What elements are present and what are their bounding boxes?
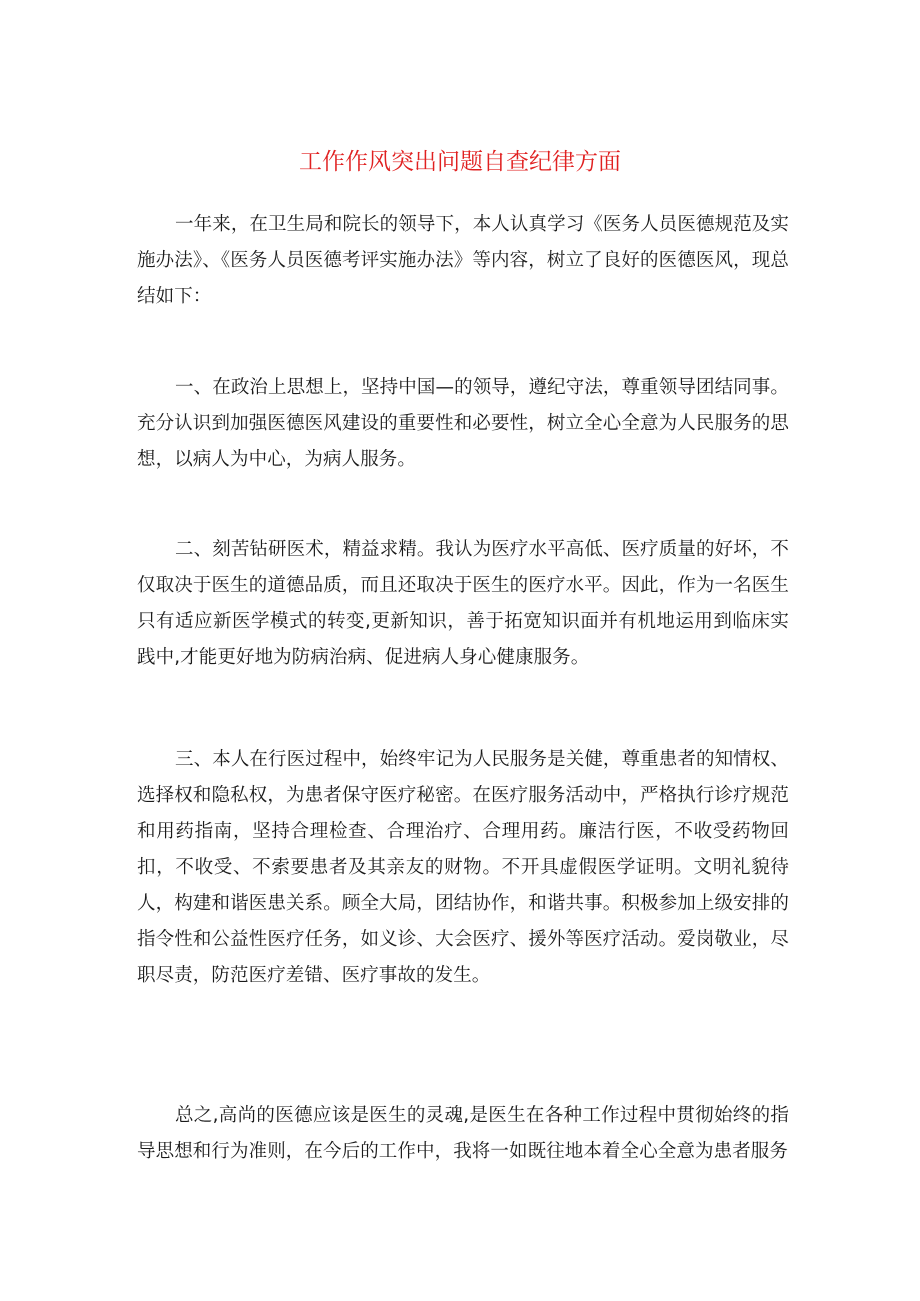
paragraph-politics: 一、在政治上思想上，坚持中国—的领导，遵纪守法，尊重领导团结同事。充分认识到加强医德医风建设的重要性和必要性，树立全心全意为人民服务的思想，以病人为中心，为病人服务。 bbox=[137, 377, 789, 470]
paragraph-practice-conduct: 三、本人在行医过程中，始终牢记为人民服务是关健，尊重患者的知情权、选择权和隐私权，为患者保守医疗秘密。在医疗服务活动中，严格执行诊疗规范和用药指南，坚持合理检查、合理治疗、合理用药。廉洁行医，不收受药物回扣，不收受、不索要患者及其亲友的财物。不开具虚假医学证明。文明礼貌待人，构建和谐医患关系。顾全大局，团结协作，和谐共事。积极参加上级安排的指令性和公益性医疗任务，如义诊、大会医疗、援外等医疗活动。爱岗敬业，尽职尽责，防范医疗差错、医疗事故的发生。 bbox=[137, 749, 789, 986]
document-title: 工作作风突出问题自查纪律方面 bbox=[299, 149, 621, 175]
paragraph-medical-skill: 二、刻苦钻研医术，精益求精。我认为医疗水平高低、医疗质量的好坏，不仅取决于医生的道德品质，而且还取决于医生的医疗水平。因此，作为一名医生只有适应新医学模式的转变,更新知识，善于拓宽知识面并有机地运用到临床实践中,才能更好地为防病治病、促进病人身心健康服务。 bbox=[137, 539, 789, 668]
paragraph-intro: 一年来，在卫生局和院长的领导下，本人认真学习《医务人员医德规范及实施办法》、《医务人员医德考评实施办法》等内容，树立了良好的医德医风，现总结如下： bbox=[137, 214, 789, 307]
paragraph-conclusion: 总之,高尚的医德应该是医生的灵魂,是医生在各种工作过程中贯彻始终的指导思想和行为准则，在今后的工作中，我将一如既往地本着全心全意为患者服务 bbox=[137, 1105, 789, 1162]
